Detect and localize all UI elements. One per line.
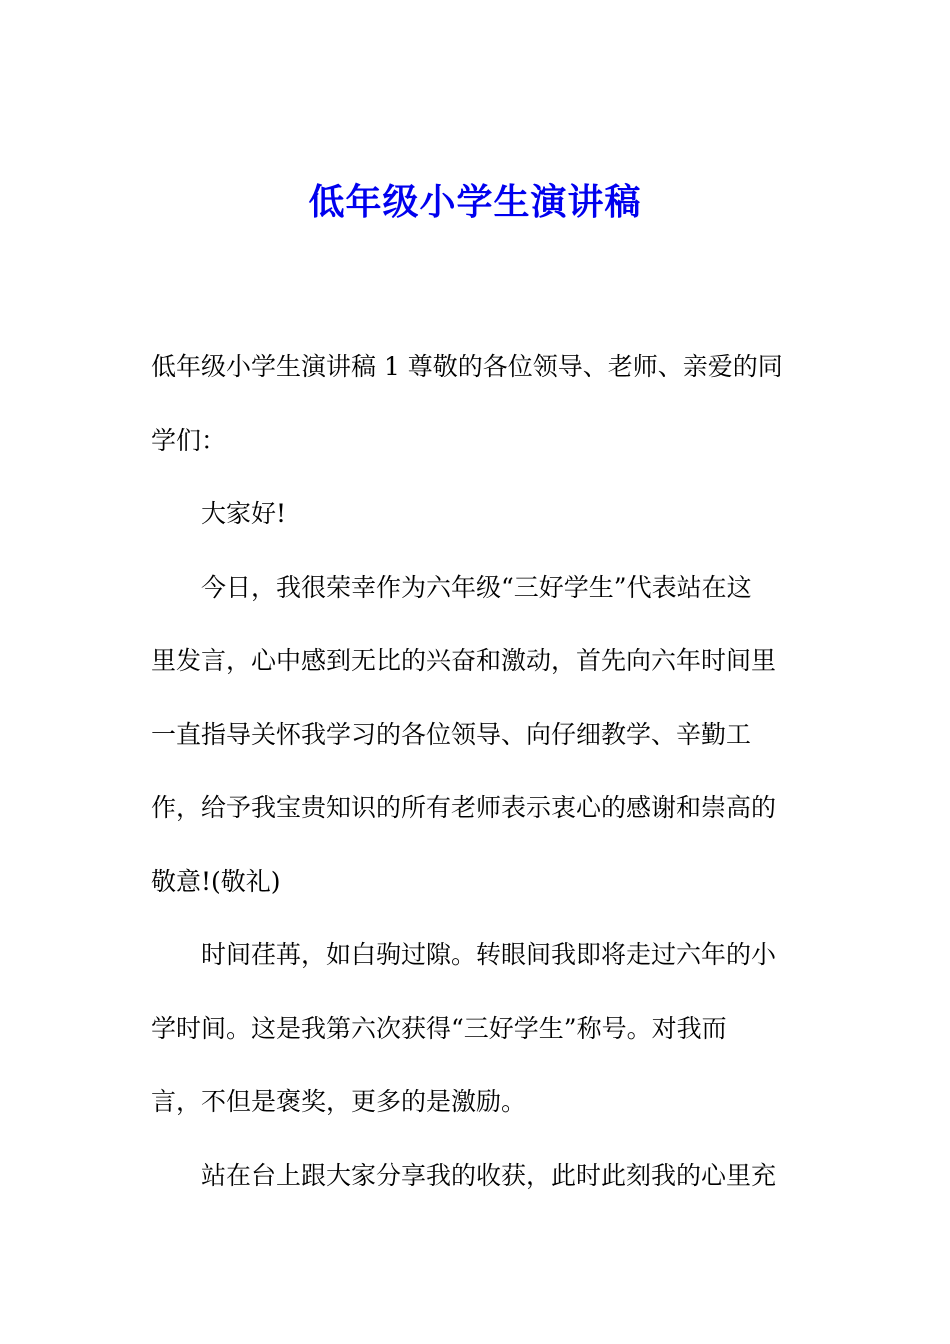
document-body [151,330,791,1212]
paragraph-line: 站在台上跟大家分享我的收获，此时此刻我的心里充 [201,1160,777,1190]
paragraph-line: 大家好! [201,499,287,528]
paragraph-line: 学们： [151,425,227,455]
paragraph-line: 今日，我很荣幸作为六年级“三好学生”代表站在这 [201,572,752,602]
paragraph-line: 言，不但是褒奖，更多的是激励。 [151,1087,527,1116]
paragraph-line: 时间荏苒，如白驹过隙。转眼间我即将走过六年的小 [201,940,777,969]
paragraph-line: 敬意!(敬礼) [151,866,281,896]
paragraph-line: 低年级小学生演讲稿 1 尊敬的各位领导、老师、亲爱的同 [151,352,783,381]
paragraph-line: 里发言，心中感到无比的兴奋和激动，首先向六年时间里 [151,646,777,675]
paragraph-line: 一直指导关怀我学习的各位领导、向仔细教学、辛勤工 [151,719,752,749]
paragraph-line: 作，给予我宝贵知识的所有老师表示衷心的感谢和崇高的 [151,793,777,822]
paragraph-line: 学时间。这是我第六次获得“三好学生”称号。对我而 [151,1013,727,1043]
document-title: 低年级小学生演讲稿 [308,181,642,223]
